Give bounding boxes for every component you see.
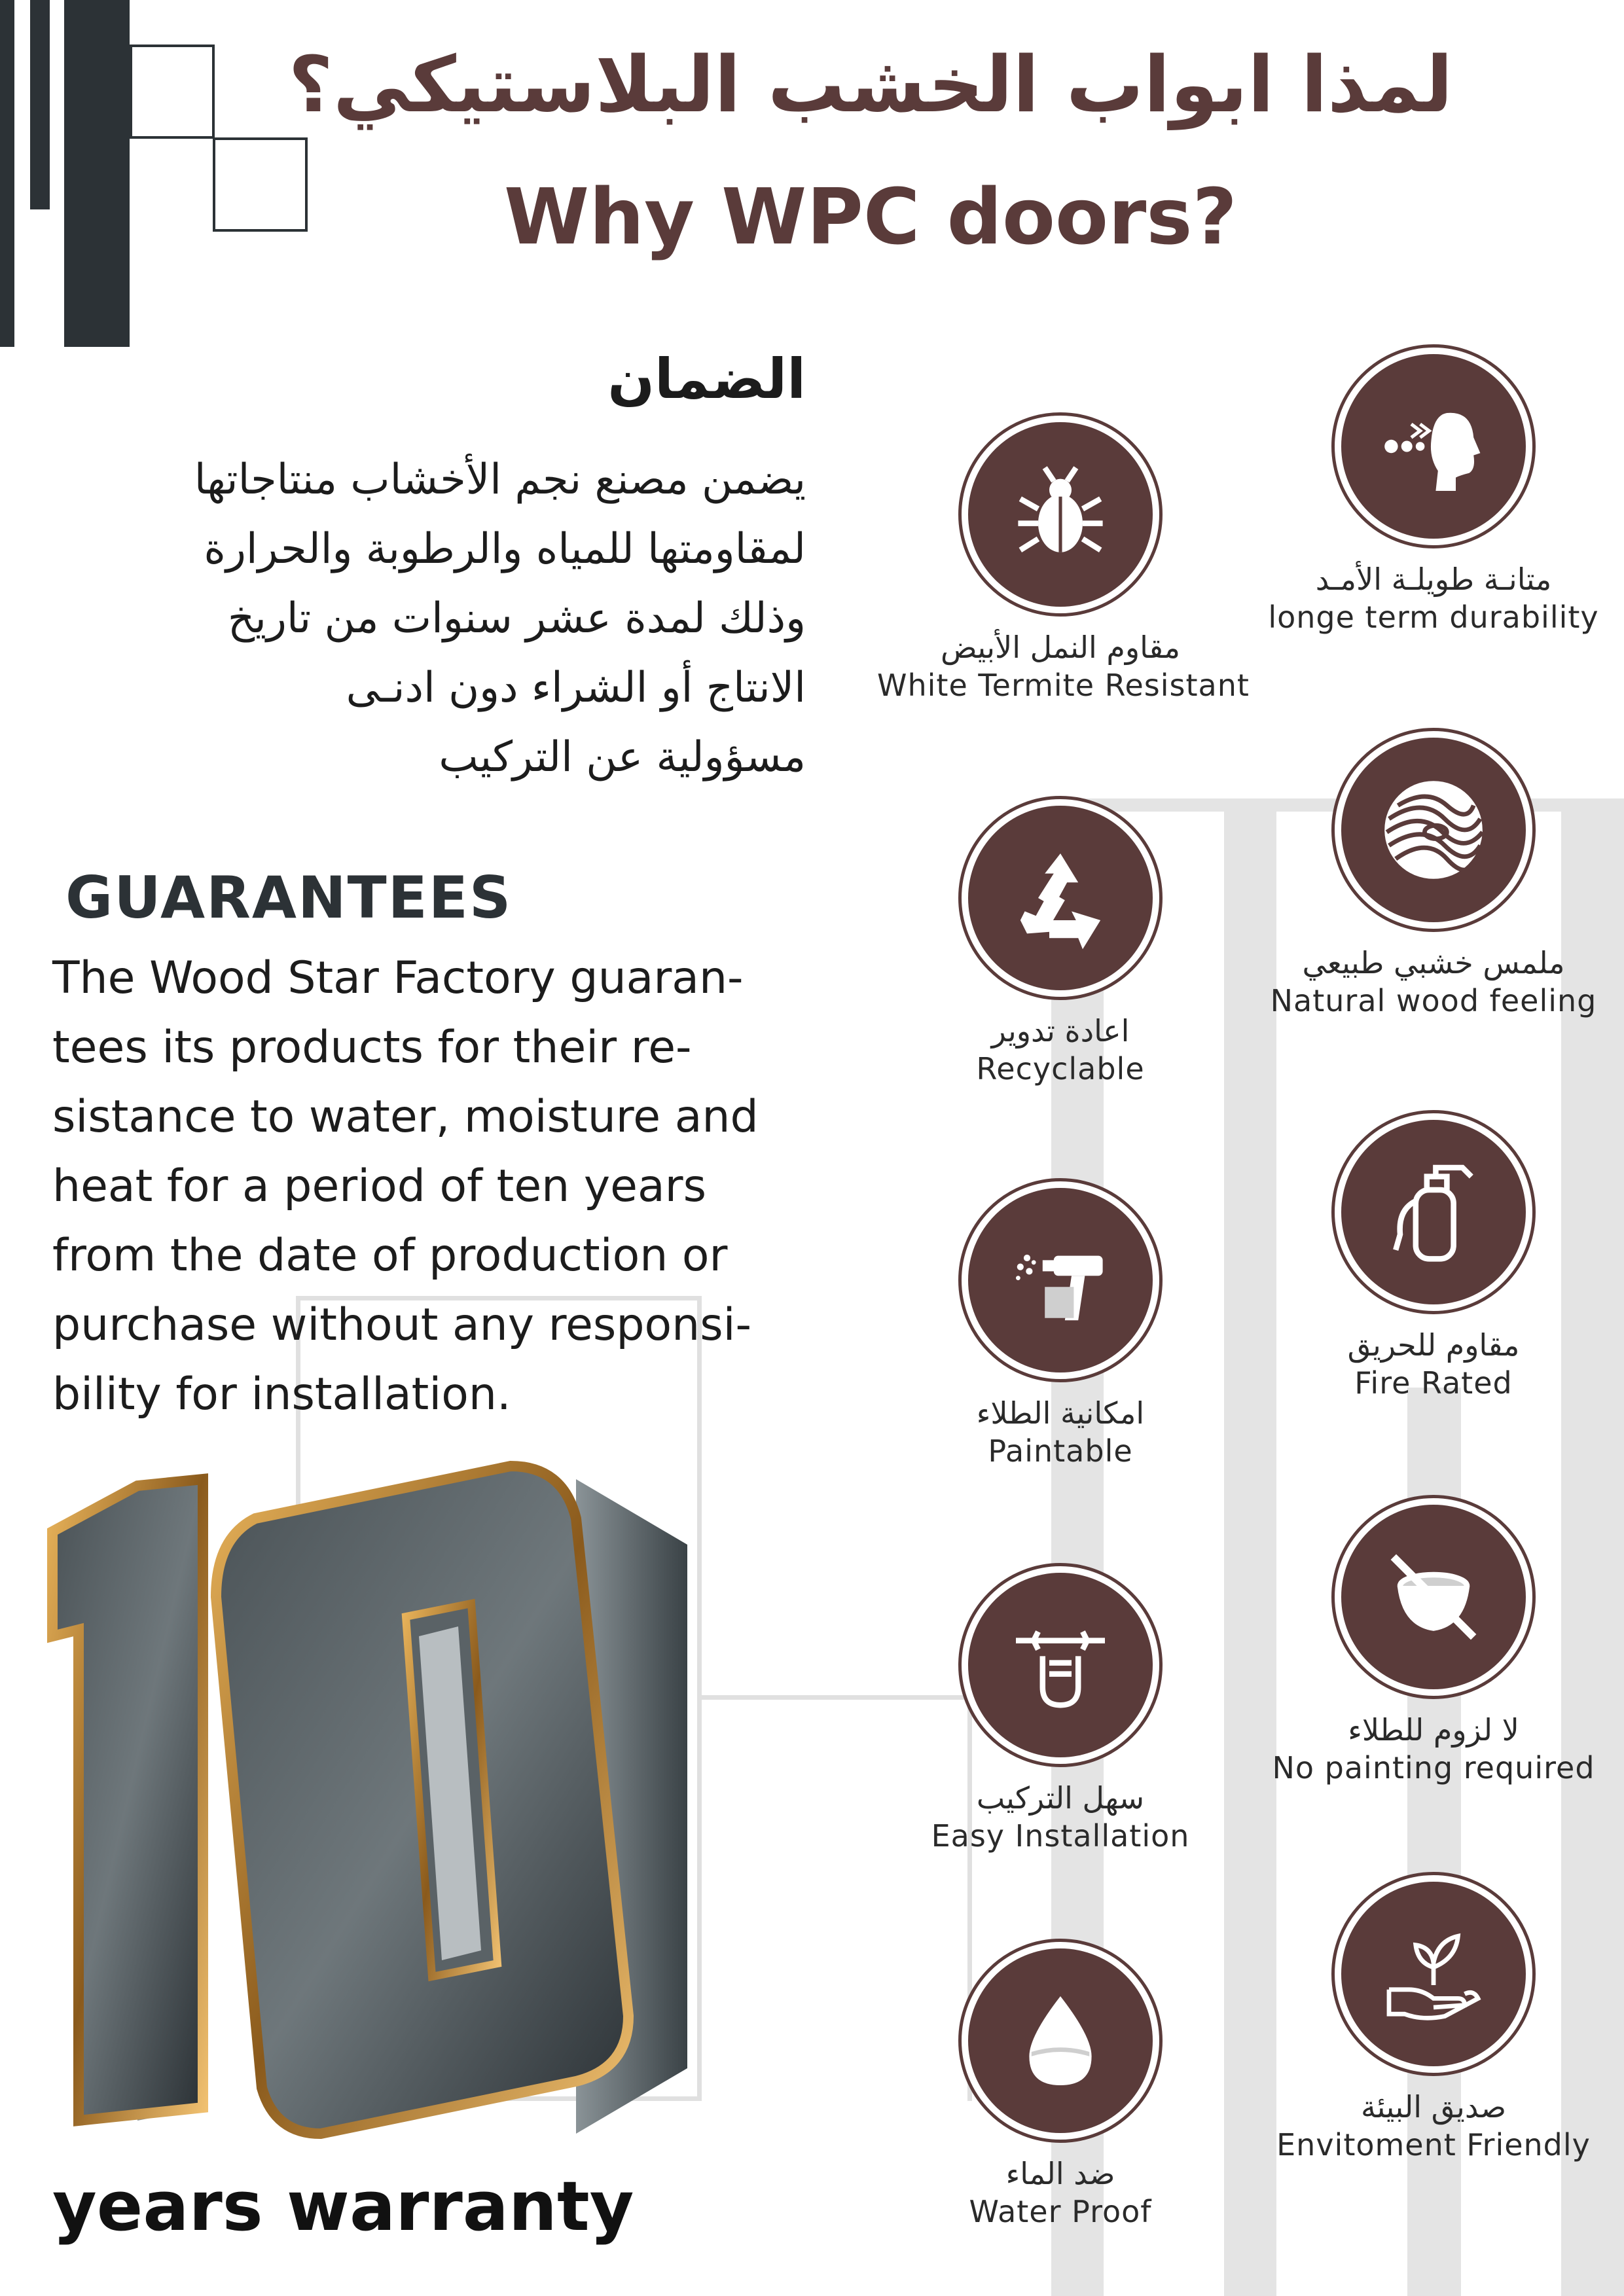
english-paragraph bbox=[52, 944, 818, 1429]
termite-bug-icon bbox=[1005, 459, 1116, 570]
feature-eco-friendly bbox=[1250, 1872, 1617, 2164]
feature-durability bbox=[1250, 344, 1617, 636]
feature-no-painting bbox=[1250, 1495, 1617, 1787]
decor-bar-3 bbox=[64, 0, 130, 347]
feature-label-en: No painting required bbox=[1272, 1750, 1595, 1785]
spray-gun-icon bbox=[1005, 1225, 1116, 1336]
english-line: purchase without any responsi- bbox=[52, 1299, 752, 1351]
feature-natural-wood bbox=[1250, 728, 1617, 1020]
ten-years-graphic bbox=[39, 1440, 720, 2147]
feature-label-ar: متانـة طويلـة الأمـد bbox=[1315, 562, 1552, 597]
arabic-line: مسؤولية عن التركيب bbox=[439, 733, 806, 781]
water-drop-icon bbox=[1005, 1985, 1116, 2096]
feature-label-en: White Termite Resistant bbox=[877, 668, 1250, 703]
decor-bar-2 bbox=[30, 0, 50, 209]
arabic-heading: الضمان bbox=[607, 347, 806, 411]
arabic-line: لمقاومتها للمياه والرطوبة والحرارة bbox=[204, 525, 806, 573]
warranty-label: years warranty bbox=[52, 2166, 634, 2246]
english-line: sistance to water, moisture and bbox=[52, 1091, 759, 1143]
leaf-hand-icon bbox=[1378, 1918, 1489, 2030]
feature-label-ar: ضد الماء bbox=[1005, 2156, 1115, 2191]
feature-label-en: Easy Installation bbox=[931, 1818, 1190, 1854]
feature-label-en: Envitoment Friendly bbox=[1276, 2127, 1591, 2162]
english-line: from the date of production or bbox=[52, 1230, 728, 1282]
feature-label-ar: سهل التركيب bbox=[976, 1780, 1145, 1816]
title-arabic: لمذا ابواب الخشب البلاستيكي؟ bbox=[288, 39, 1453, 130]
feature-label-en: longe term durability bbox=[1268, 600, 1599, 635]
feature-label-ar: اعادة تدوير bbox=[991, 1013, 1130, 1049]
feature-label-en: Paintable bbox=[988, 1433, 1133, 1469]
wood-grain-icon bbox=[1378, 774, 1489, 886]
arabic-line: وذلك لمدة عشر سنوات من تاريخ bbox=[227, 594, 806, 643]
feature-label-ar: امكانية الطلاء bbox=[976, 1395, 1145, 1431]
english-heading: GUARANTEES bbox=[65, 864, 513, 931]
arabic-paragraph bbox=[33, 445, 806, 792]
no-paint-bucket-icon bbox=[1378, 1541, 1489, 1653]
feature-fire-rated bbox=[1250, 1110, 1617, 1402]
fire-extinguisher-icon bbox=[1378, 1157, 1489, 1268]
decor-bar-1 bbox=[0, 0, 14, 347]
recycle-icon bbox=[1005, 842, 1116, 954]
feature-paintable bbox=[877, 1178, 1244, 1470]
arabic-line: يضمن مصنع نجم الأخشاب منتاجاتها bbox=[194, 456, 806, 504]
english-line: bility for installation. bbox=[52, 1369, 511, 1420]
feature-label-ar: ملمس خشبي طبيعي bbox=[1302, 945, 1565, 980]
feature-label-ar: مقاوم النمل الأبيض bbox=[940, 630, 1181, 665]
english-line: The Wood Star Factory guaran- bbox=[52, 952, 744, 1004]
face-durability-icon bbox=[1378, 391, 1489, 502]
english-line: tees its products for their re- bbox=[52, 1022, 692, 1073]
arabic-line: الانتاج أو الشراء دون ادنـى bbox=[346, 664, 806, 712]
digit-one-face bbox=[52, 1479, 203, 2121]
wrench-hand-icon bbox=[1005, 1609, 1116, 1721]
feature-recyclable bbox=[877, 796, 1244, 1088]
feature-easy-installation bbox=[877, 1563, 1244, 1855]
feature-termite bbox=[877, 412, 1250, 704]
feature-label-ar: صديق البيئة bbox=[1360, 2089, 1507, 2125]
feature-label-ar: مقاوم للحريق bbox=[1347, 1327, 1520, 1363]
feature-water-proof bbox=[877, 1939, 1244, 2231]
feature-label-en: Water Proof bbox=[969, 2194, 1152, 2229]
feature-label-ar: لا لزوم للطلاء bbox=[1348, 1712, 1519, 1748]
title-english: Why WPC doors? bbox=[504, 171, 1237, 262]
feature-label-en: Fire Rated bbox=[1354, 1365, 1513, 1401]
feature-label-en: Natural wood feeling bbox=[1270, 983, 1597, 1018]
english-line: heat for a period of ten years bbox=[52, 1160, 707, 1212]
decor-frame-1 bbox=[130, 45, 215, 139]
feature-label-en: Recyclable bbox=[976, 1051, 1145, 1086]
